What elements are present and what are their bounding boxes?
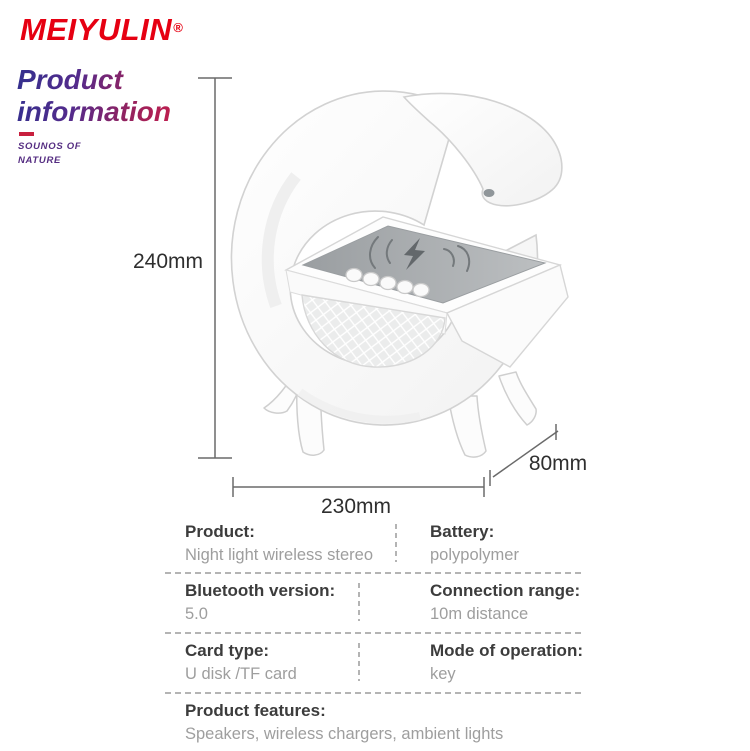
spec-value: Night light wireless stereo <box>185 545 373 564</box>
brand-tagline-line2: NATURE <box>18 155 62 167</box>
width-dimension-line <box>233 477 484 497</box>
spec-value: Speakers, wireless chargers, ambient lights <box>185 724 504 743</box>
spec-value: 5.0 <box>185 604 208 623</box>
column-divider <box>358 583 360 621</box>
light-aperture <box>484 189 495 197</box>
spec-row-card-mode <box>165 634 585 692</box>
brand-logo-text: MEIYULIN <box>20 12 173 47</box>
registered-mark: ® <box>173 20 184 35</box>
spec-row-product-battery <box>165 515 585 572</box>
leg-back-right <box>499 372 536 425</box>
control-button <box>413 284 429 297</box>
spec-cell-bluetooth <box>185 580 335 625</box>
spec-label: Product features: <box>185 701 326 720</box>
spec-label: Connection range: <box>430 581 581 600</box>
spec-cell-battery <box>430 521 519 566</box>
height-dimension-label: 240mm <box>132 250 204 273</box>
page-title-line2: information <box>17 96 171 128</box>
page-title-line1: Product <box>17 64 123 95</box>
spec-row-features <box>165 694 585 751</box>
spec-cell-mode <box>430 640 583 685</box>
control-button <box>363 273 379 286</box>
control-button <box>397 281 413 294</box>
control-button <box>346 269 362 282</box>
spec-row-bluetooth-range <box>165 574 585 632</box>
spec-label: Bluetooth version: <box>185 581 336 600</box>
spec-value: U disk /TF card <box>185 664 297 683</box>
spec-cell-features <box>185 700 585 745</box>
spec-value: 10m distance <box>430 604 529 623</box>
column-divider <box>395 524 397 562</box>
column-divider <box>358 643 360 681</box>
spec-label: Product: <box>185 522 255 541</box>
spec-value: polypolymer <box>430 545 519 564</box>
spec-label: Battery: <box>430 522 495 541</box>
spec-value: key <box>430 664 456 683</box>
spec-table <box>165 515 585 751</box>
spec-cell-product <box>185 521 373 566</box>
spec-label: Mode of operation: <box>430 641 583 660</box>
spec-cell-range <box>430 580 580 625</box>
spec-label: Card type: <box>185 641 270 660</box>
width-dimension-label: 230mm <box>320 495 392 518</box>
depth-dimension-label: 80mm <box>528 452 588 475</box>
spec-cell-card <box>185 640 297 685</box>
control-button <box>380 277 396 290</box>
brand-tagline-line1: SOUNOS OF <box>18 141 82 152</box>
